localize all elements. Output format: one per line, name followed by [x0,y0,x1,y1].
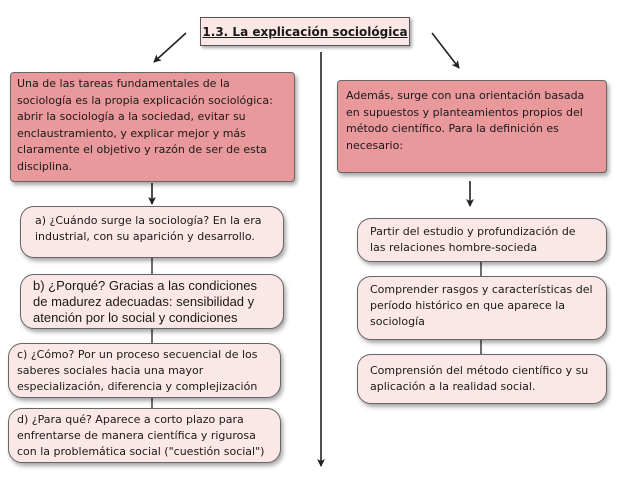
arrow-title-to-right [432,33,459,68]
question-c-text: c) ¿Cómo? Por un proceso secuencial de los saberes sociales hacia una mayor especialización, diferencia y complejización [17,348,258,393]
left-summary-box [10,72,295,182]
question-c-box [8,343,281,398]
question-d-text: d) ¿Para qué? Aparece a corto plazo para enfrentarse de manera científica y rigurosa con la problemática social ("cuestión social") [17,413,265,458]
question-b-text: b) ¿Porqué? Gracias a las condiciones de madurez adecuadas: sensibilidad y atención por lo social y condiciones [33,278,258,325]
diagram-title [200,17,410,46]
question-d-box [8,408,281,463]
diagram-title-text: 1.3. La explicación sociológica [202,24,408,39]
requirement-1-box [357,218,607,262]
requirement-2-text: Comprender rasgos y características del período histórico en que aparece la sociología [370,283,593,328]
right-summary-box [337,80,607,173]
requirement-1-text: Partir del estudio y profundización de las relaciones hombre-socieda [370,225,576,254]
question-a-text: a) ¿Cuándo surge la sociología? En la era industrial, con su aparición y desarrollo. [35,214,262,243]
arrow-title-to-left [154,33,186,62]
requirement-3-box [357,354,607,404]
requirement-3-text: Comprensión del método científico y su aplicación a la realidad social. [370,364,589,393]
question-b-box [20,274,284,329]
right-summary-text: Además, surge con una orientación basada en supuestos y planteamientos propios del método científico. Para la definición es necesario: [346,89,585,152]
question-a-box [20,206,284,258]
requirement-2-box [357,276,607,340]
left-summary-text: Una de las tareas fundamentales de la sociología es la propia explicación sociológica: abrir la sociología a la sociedad, evitar su enclaustramiento, y explicar mejor y más claramente el objetivo y razón de ser de esta disciplina. [17,77,273,173]
